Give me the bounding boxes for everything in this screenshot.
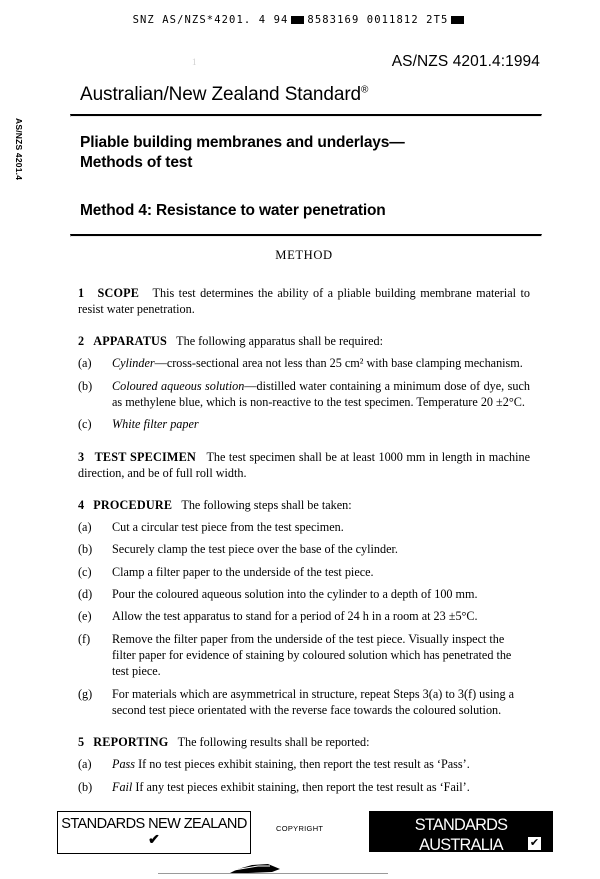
clause-title: REPORTING	[93, 735, 169, 750]
clause-5	[78, 734, 530, 750]
page-title	[80, 84, 540, 106]
list-item-text: Securely clamp the test piece over the base of the cylinder.	[112, 542, 398, 557]
registered-mark: ®	[361, 84, 369, 96]
clause-title: APPARATUS	[93, 334, 168, 349]
list-item	[78, 586, 530, 602]
list-item-label: (b)	[78, 378, 93, 393]
clause-text: The following steps shall be taken:	[181, 497, 352, 512]
subtitle-line-2: Methods of test	[80, 154, 193, 172]
list-item-text: Pour the coloured aqueous solution into the cylinder to a depth of 100 mm.	[112, 586, 478, 601]
footer	[0, 806, 600, 866]
list-item-text: —distilled water containing a minimum dose of dye, such as methylene blue, which is non-reactive to the test specimen. Temperature 20 ±2°C.	[112, 378, 530, 409]
list-item-body	[112, 779, 530, 795]
list-item-text: For materials which are asymmetrical in structure, repeat Steps 3(a) to 3(f) using a second test piece orientated with the reverse face towards the coloured solution.	[112, 686, 515, 718]
list-item-term: White filter paper	[112, 417, 199, 432]
list-item-label: (c)	[78, 564, 92, 579]
list-item-text: Cut a circular test piece from the test specimen.	[112, 519, 344, 534]
scan-block-left-icon	[291, 16, 304, 24]
page-number: 1	[192, 57, 197, 67]
list-item-text: —cross-sectional area not less than 25 cm² with base clamping mechanism.	[154, 356, 523, 371]
list-item-text: Clamp a filter paper to the underside of the test piece.	[112, 564, 374, 579]
scan-header-right-code: 8583169 0011812 2T5	[307, 14, 449, 26]
list-item-term: Pass	[112, 757, 136, 772]
title-rule-bottom	[70, 234, 542, 237]
scan-header-left-code: SNZ AS/NZS*4201. 4 94	[132, 14, 289, 26]
clause-list	[78, 285, 530, 795]
list-item-label: (b)	[78, 542, 93, 557]
clause-text: The following apparatus shall be required:	[176, 334, 383, 349]
clause-number: 4	[78, 497, 85, 512]
clause-title: PROCEDURE	[93, 497, 173, 512]
snz-tick-icon: ✔	[148, 831, 160, 847]
list-item	[78, 564, 530, 580]
page-title-text: Australian/New Zealand Standard	[80, 84, 362, 105]
clause-1	[78, 285, 530, 317]
list-item-label: (e)	[78, 609, 92, 624]
scan-block-right-icon	[451, 16, 464, 24]
clause-number: 3	[78, 449, 85, 464]
bottom-rule	[158, 873, 388, 874]
list-item	[78, 541, 530, 557]
list-item	[78, 416, 530, 432]
clause-number: 1	[78, 286, 85, 300]
list-item-label: (b)	[78, 779, 93, 794]
list-item-label: (d)	[78, 586, 93, 601]
list-item	[78, 779, 530, 795]
document-subtitle	[80, 133, 540, 174]
list-item-body	[112, 416, 530, 432]
list-item-body	[112, 519, 530, 535]
list-item-body	[112, 564, 530, 580]
list-item-text: If no test pieces exhibit staining, then report the test result as ‘Pass’.	[135, 757, 470, 772]
list-item-body	[112, 608, 530, 624]
list-item	[78, 355, 530, 371]
list-item-term: Coloured aqueous solution	[112, 378, 245, 393]
spine-label	[8, 118, 26, 228]
list-item-body	[112, 631, 530, 680]
list-item-text: Remove the filter paper from the underside of the test piece. Visually inspect the filter paper for evidence of staining by coloured solution which has penetrated the test piece.	[112, 631, 512, 679]
list-item-label: (a)	[78, 356, 92, 371]
list-item	[78, 378, 530, 411]
list-item-label: (c)	[78, 417, 92, 432]
clause-title: SCOPE	[97, 286, 140, 300]
list-item-term: Fail	[112, 779, 133, 794]
list-item	[78, 686, 530, 719]
clause-text: The following results shall be reported:	[177, 735, 370, 750]
spine-label-text: AS/NZS 4201.4	[14, 118, 24, 181]
list-item-body	[112, 686, 530, 719]
scan-header-strip	[0, 14, 600, 26]
clause-text: The test specimen shall be at least 1000 mm in length in machine direction, and be of full roll width.	[78, 449, 531, 480]
list-item-label: (g)	[78, 686, 93, 701]
list-item-body	[112, 756, 530, 772]
clause-2	[78, 333, 530, 349]
standard-number: AS/NZS 4201.4:1994	[391, 53, 540, 70]
document-header	[70, 53, 540, 75]
clause-title: TEST SPECIMEN	[94, 449, 196, 464]
subtitle-wrap	[70, 117, 540, 234]
title-block	[70, 84, 540, 237]
subtitle-line-1: Pliable building membranes and underlays—	[80, 134, 405, 151]
clause-text: This test determines the ability of a pliable building membrane material to resist water penetration.	[78, 286, 530, 317]
copyright-label: COPYRIGHT	[276, 824, 324, 833]
standards-new-zealand-logo	[57, 811, 251, 854]
clause-number: 5	[78, 735, 85, 750]
clause-4	[78, 497, 530, 513]
snz-logo-text: STANDARDS NEW ZEALAND	[61, 815, 247, 832]
list-item-body	[112, 586, 530, 602]
list-item-body	[112, 378, 530, 411]
method-title: Method 4: Resistance to water penetration	[80, 201, 386, 219]
clause-number: 2	[78, 334, 85, 349]
list-item-label: (a)	[78, 519, 92, 534]
list-item	[78, 608, 530, 624]
standards-australia-logo	[369, 811, 553, 852]
list-item-text: Allow the test apparatus to stand for a period of 24 h in a room at 23 ±5°C.	[112, 609, 478, 624]
document-body	[78, 248, 530, 801]
list-item	[78, 756, 530, 772]
sa-logo-text: STANDARDS AUSTRALIA	[414, 815, 508, 854]
list-item	[78, 631, 530, 680]
list-item-label: (f)	[78, 631, 91, 646]
list-item-body	[112, 355, 530, 371]
list-item	[78, 519, 530, 535]
sa-tick-icon: ✔	[529, 837, 540, 849]
list-item-body	[112, 541, 530, 557]
clause-3	[78, 449, 530, 481]
list-item-term: Cylinder	[112, 356, 155, 371]
method-heading: METHOD	[275, 248, 333, 262]
list-item-text: If any test pieces exhibit staining, then report the test result as ‘Fail’.	[132, 779, 470, 794]
list-item-label: (a)	[78, 757, 92, 772]
